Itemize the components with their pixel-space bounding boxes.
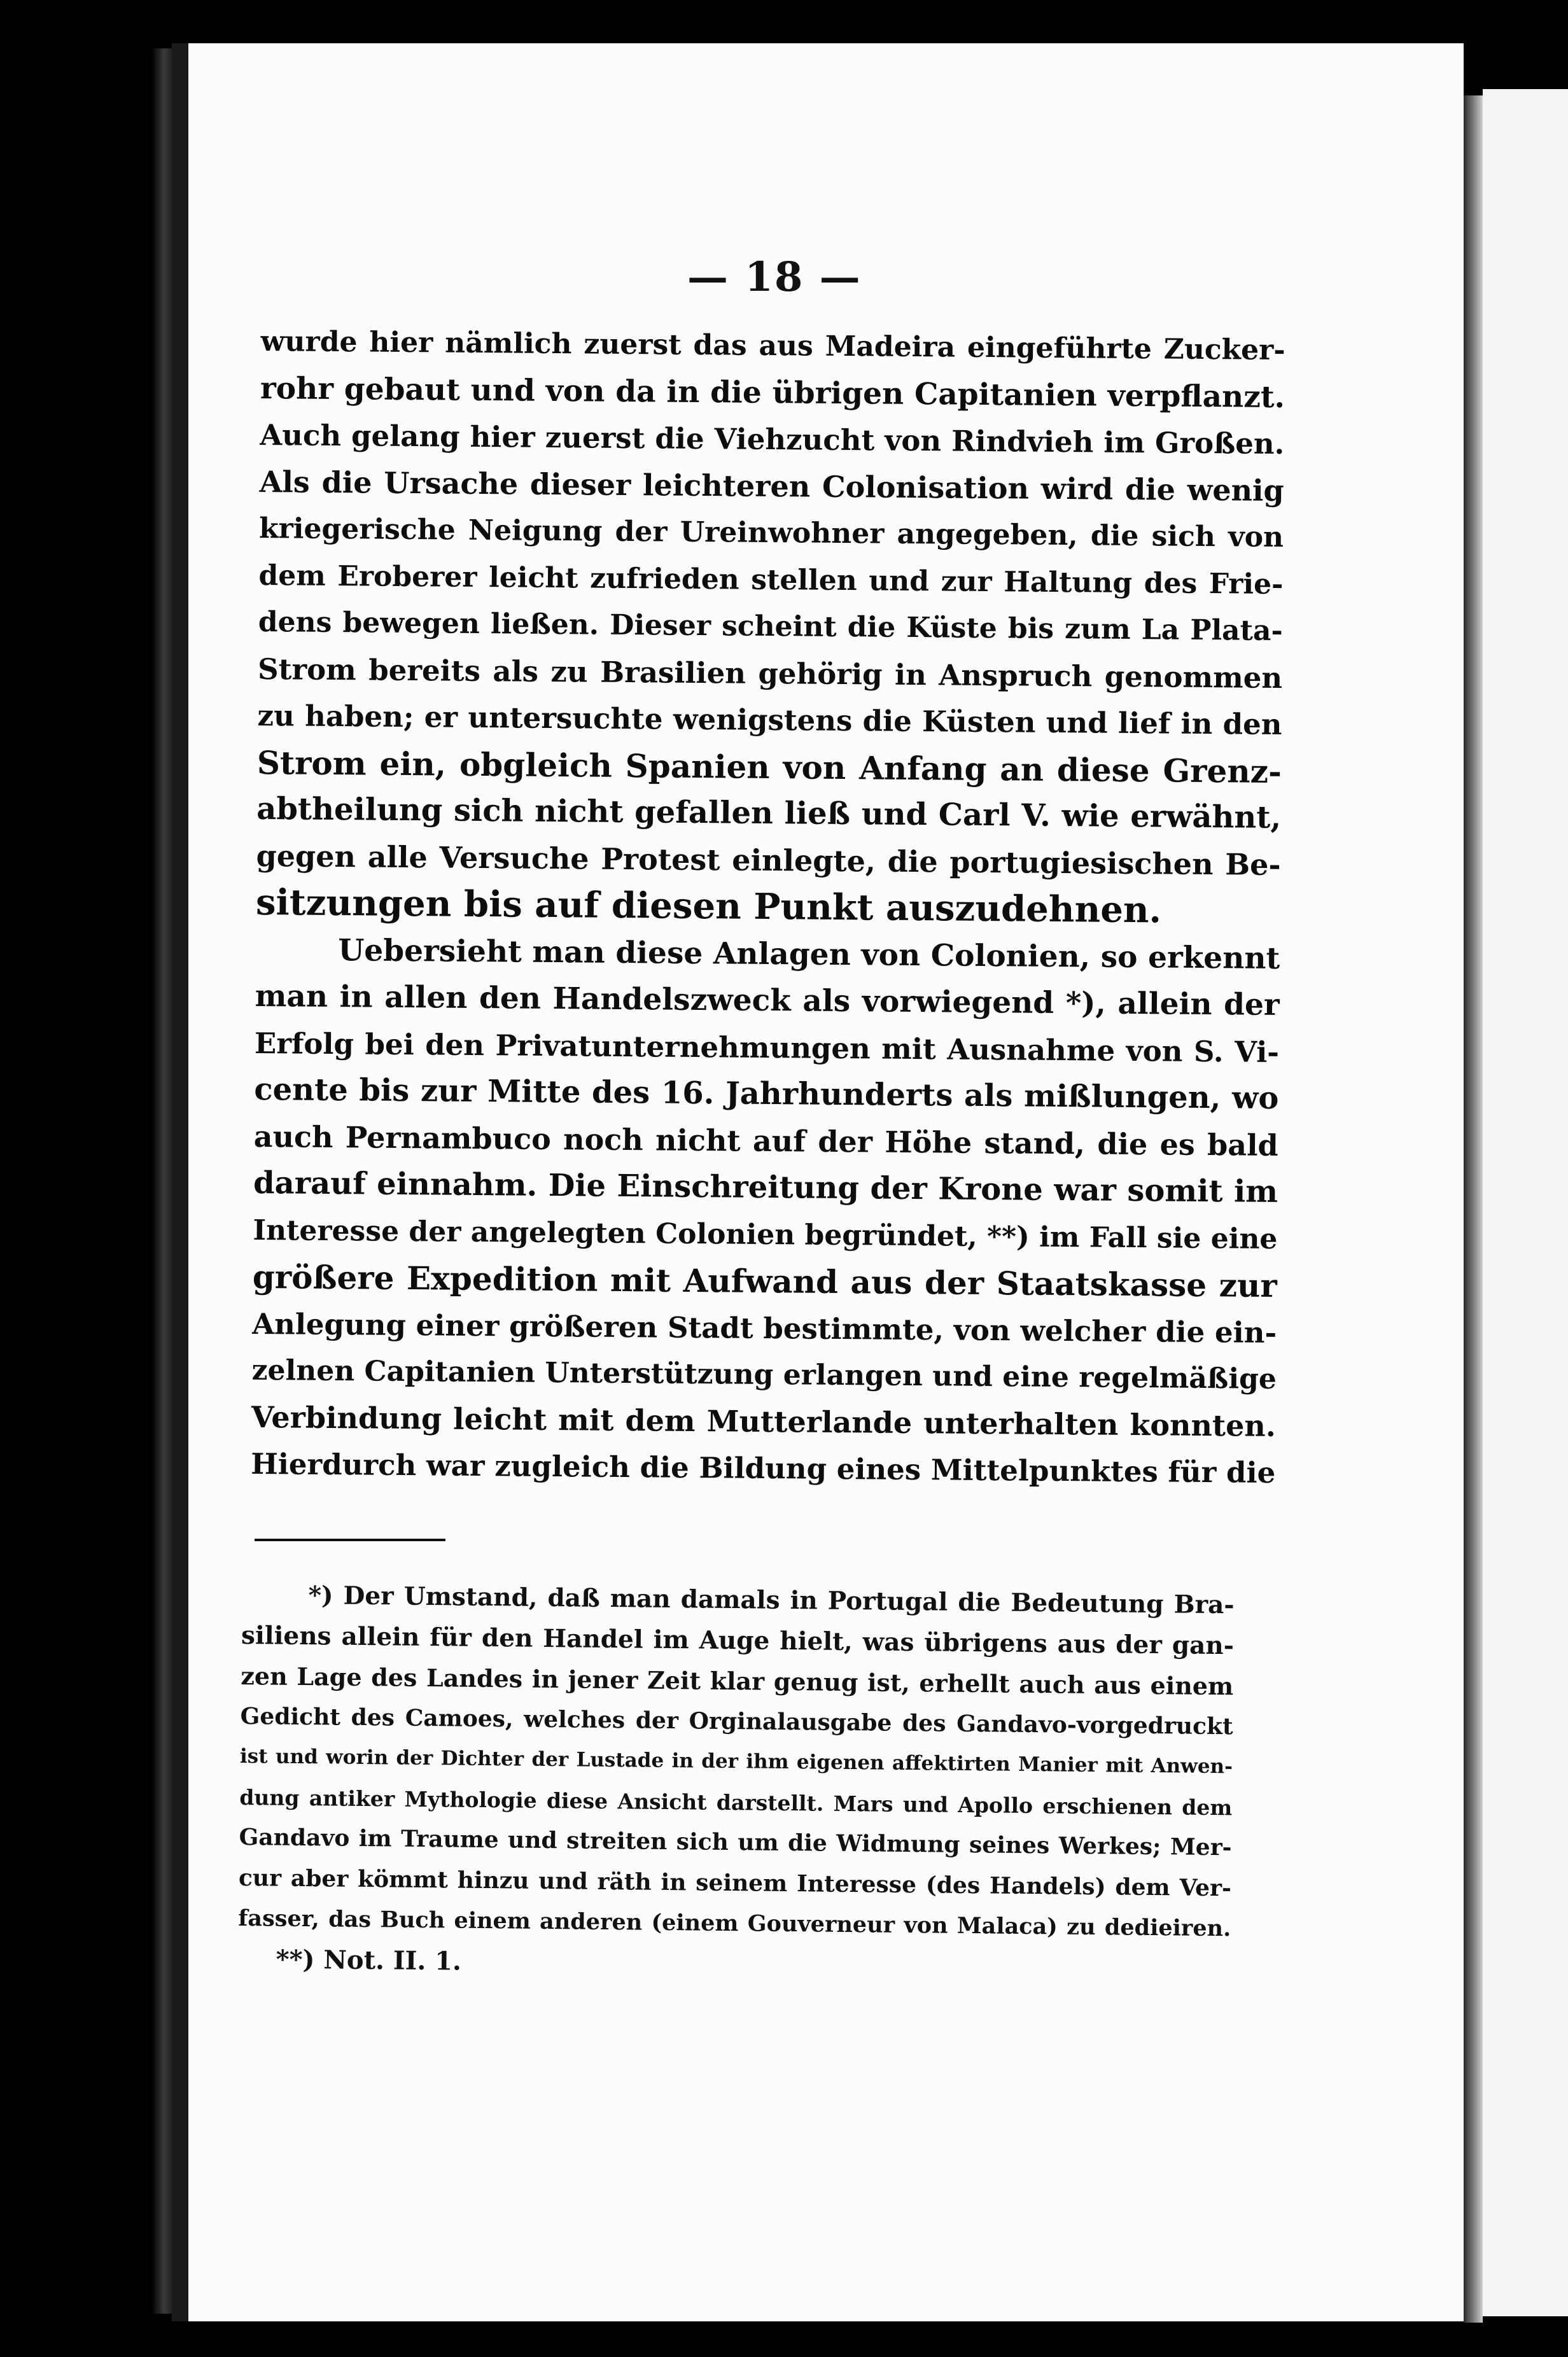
- body-line: darauf einnahm. Die Einschreitung der Krone war somit im: [253, 1165, 1278, 1210]
- footnote-line: fasser, das Buch einem anderen (einem Gouverneur von Malaca) zu dedieiren.: [238, 1905, 1231, 1942]
- body-line: abtheilung sich nicht gefallen ließ und Carl V. wie erwähnt,: [256, 790, 1282, 836]
- page-edge: [1464, 95, 1483, 2323]
- body-line: dem Eroberer leicht zufrieden stellen und zur Haltung des Frie-: [258, 559, 1284, 601]
- body-line: Hierdurch war zugleich die Bildung eines Mittelpunktes für die: [251, 1446, 1276, 1490]
- body-line: Strom bereits als zu Brasilien gehörig in Anspruch genommen: [257, 652, 1283, 695]
- footnote-line: Gandavo im Traume und streiten sich um die Widmung seines Werkes; Mer-: [239, 1823, 1232, 1861]
- body-line: rohr gebaut und von da in die übrigen Capitanien verpflanzt.: [260, 370, 1285, 415]
- body-line: wurde hier nämlich zuerst das aus Madeira eingeführte Zucker-: [260, 325, 1285, 367]
- footnotes: [237, 1575, 1235, 1989]
- body-line: Auch gelang hier zuerst die Viehzucht von Rindvieh im Großen.: [260, 417, 1285, 461]
- body-line: Anlegung einer größeren Stadt bestimmte, von welcher die ein-: [251, 1306, 1277, 1350]
- body-line: zu haben; er untersuchte wenigstens die Küsten und lief in den: [257, 698, 1282, 742]
- footnote-line: Gedicht des Camoes, welches der Orginalausgabe des Gandavo-vorgedruckt: [240, 1702, 1233, 1740]
- body-line: Als die Ursache dieser leichteren Colonisation wird die wenig: [259, 464, 1284, 508]
- footnote-line: **) Not. II. 1.: [276, 1944, 462, 1976]
- body-line: dens bewegen ließen. Dieser scheint die Küste bis zum La Plata-: [258, 605, 1283, 648]
- footnote-divider: [255, 1539, 445, 1541]
- body-line: man in allen den Handelszweck als vorwiegend *), allein der: [255, 978, 1280, 1023]
- facing-page: [1483, 89, 1568, 2316]
- body-line: cente bis zur Mitte des 16. Jahrhunderts als mißlungen, wo: [254, 1071, 1279, 1117]
- footnote-line: dung antiker Mythologie diese Ansicht darstellt. Mars und Apollo erschienen dem: [239, 1784, 1233, 1820]
- body-line: Uebersieht man diese Anlagen von Colonien, so erkennt: [338, 932, 1280, 976]
- body-line: Strom ein, obgleich Spanien von Anfang an diese Grenz-: [256, 743, 1282, 790]
- body-line: auch Pernambuco noch nicht auf der Höhe stand, die es bald: [253, 1119, 1278, 1163]
- body-line: Verbindung leicht mit dem Mutterlande unterhalten konnten.: [251, 1399, 1277, 1443]
- main-text: [251, 318, 1285, 1496]
- body-line: kriegerische Neigung der Ureinwohner angegeben, die sich von: [258, 512, 1284, 554]
- body-line: Interesse der angelegten Colonien begründet, **) im Fall sie eine: [253, 1213, 1278, 1255]
- body-line: größere Expedition mit Aufwand aus der Staatskasse zur: [252, 1257, 1278, 1304]
- body-line: Erfolg bei den Privatunternehmungen mit Ausnahme von S. Vi-: [254, 1026, 1280, 1069]
- body-line: gegen alle Versuche Protest einlegte, die portugiesischen Be-: [256, 838, 1281, 882]
- page-number: — 18 —: [687, 253, 862, 301]
- body-line: sitzungen bis auf diesen Punkt auszudehnen.: [255, 881, 1162, 932]
- body-line: zelnen Capitanien Unterstützung erlangen und eine regelmäßige: [251, 1353, 1277, 1395]
- footnote-line: siliens allein für den Handel im Auge hielt, was übrigens aus der gan-: [241, 1620, 1235, 1660]
- footnote-line: ist und worin der Dichter der Lustade in der ihm eigenen affektirten Manier mit Anwen-: [239, 1744, 1233, 1779]
- footnote-line: zen Lage des Landes in jener Zeit klar genug ist, erhellt auch aus einem: [241, 1661, 1234, 1701]
- footnote-line: *) Der Umstand, daß man damals in Portugal die Bedeutung Bra-: [308, 1581, 1235, 1620]
- footnote-line: cur aber kömmt hinzu und räth in seinem Interesse (des Handels) dem Ver-: [238, 1864, 1232, 1901]
